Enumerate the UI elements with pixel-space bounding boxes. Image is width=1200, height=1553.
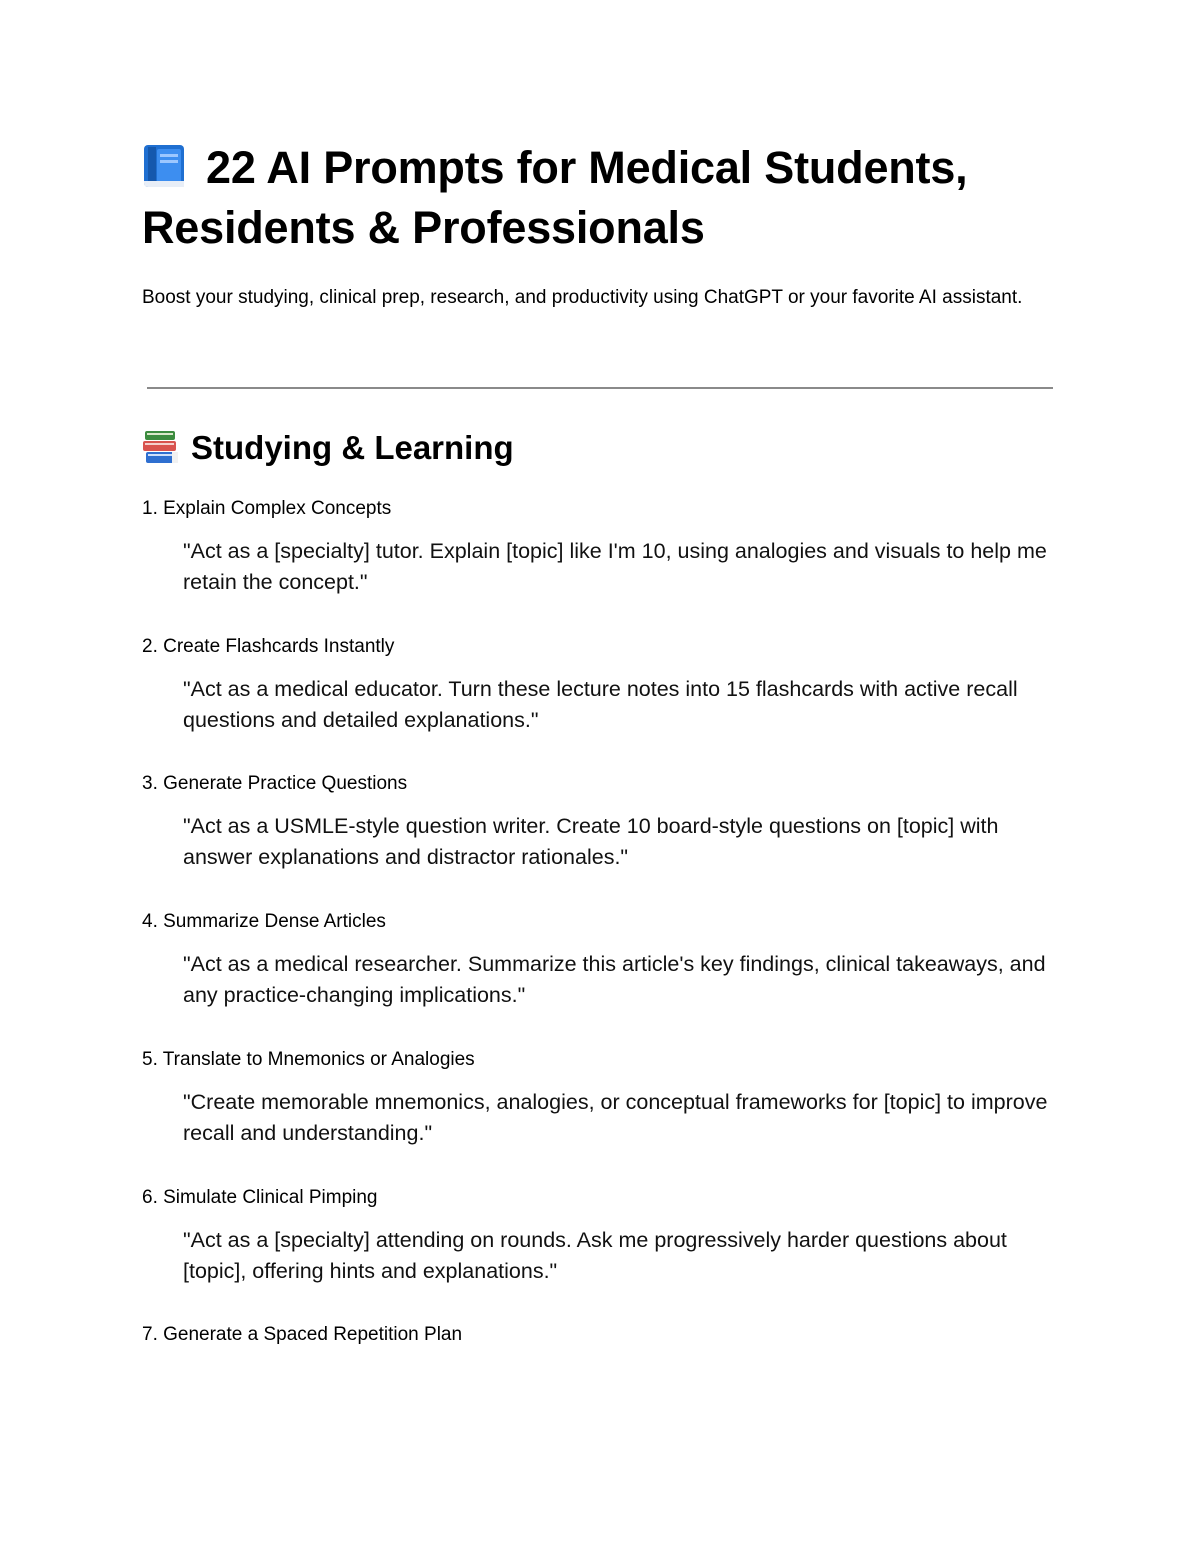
list-item [142, 496, 1057, 594]
prompt-quote: "Act as a USMLE-style question writer. Create 10 board-style questions on [topic] with answer explanations and distractor rationales." [183, 814, 999, 869]
prompt-quote: "Act as a [specialty] tutor. Explain [topic] like I'm 10, using analogies and visuals to help me retain the concept." [183, 539, 1047, 594]
list-item [142, 771, 1057, 869]
blue-book-icon [142, 143, 186, 189]
prompt-quote: "Create memorable mnemonics, analogies, or conceptual frameworks for [topic] to improve recall and understanding." [183, 1090, 1048, 1145]
page-title [142, 138, 1057, 258]
prompt-heading: 3. Generate Practice Questions [142, 773, 408, 794]
stacked-books-icon [142, 429, 180, 465]
list-item [142, 909, 1057, 1007]
prompt-quote: "Act as a [specialty] attending on rounds. Ask me progressively harder questions about [topic], offering hints and explanations." [183, 1228, 1007, 1283]
prompt-heading: 2. Create Flashcards Instantly [142, 636, 395, 657]
prompt-heading: 6. Simulate Clinical Pimping [142, 1187, 378, 1208]
section-heading [142, 425, 514, 471]
section-divider [147, 387, 1053, 389]
list-item [142, 1322, 1057, 1348]
list-item [142, 1047, 1057, 1145]
prompt-heading: 1. Explain Complex Concepts [142, 498, 392, 519]
page-title-text: 22 AI Prompts for Medical Students, Residents & Professionals [142, 142, 968, 253]
prompt-heading: 5. Translate to Mnemonics or Analogies [142, 1049, 475, 1070]
list-item [142, 1185, 1057, 1283]
list-item [142, 634, 1057, 732]
page-subtitle: Boost your studying, clinical prep, research, and productivity using ChatGPT or your favorite AI assistant. [142, 287, 1023, 308]
prompt-quote: "Act as a medical researcher. Summarize this article's key findings, clinical takeaways, and any practice-changing implications." [183, 952, 1046, 1007]
section-heading-text: Studying & Learning [191, 429, 514, 466]
prompt-heading: 7. Generate a Spaced Repetition Plan [142, 1324, 463, 1345]
prompt-heading: 4. Summarize Dense Articles [142, 911, 386, 932]
prompt-quote: "Act as a medical educator. Turn these lecture notes into 15 flashcards with active recall questions and detailed explanations." [183, 677, 1018, 732]
